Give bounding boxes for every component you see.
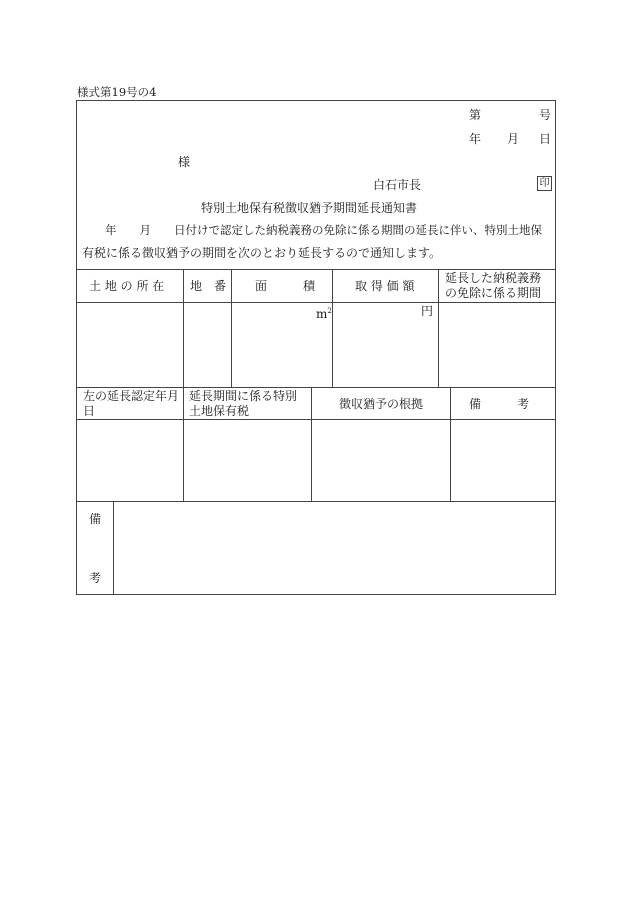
table1-header-rule <box>77 302 555 303</box>
header-tax-line1: 延長期間に係る特別 <box>189 389 298 403</box>
remarks-label-bottom: 考 <box>89 571 102 585</box>
header-approval-date-line2: 日 <box>83 404 96 418</box>
header-acquisition-price: 取 得 価 額 <box>355 279 415 293</box>
table1-top-rule <box>77 269 555 270</box>
header-notes: 備 考 <box>469 397 530 411</box>
table2-divider <box>311 387 312 501</box>
table2-divider <box>450 387 451 501</box>
table2-top-rule <box>77 387 555 388</box>
header-area: 面 積 <box>255 279 316 293</box>
header-land-location: 土 地 の 所 在 <box>89 279 165 293</box>
notice-form <box>76 100 556 595</box>
date-day: 日 <box>539 132 552 146</box>
remarks-top-rule <box>77 501 555 502</box>
date-year: 年 <box>469 132 482 146</box>
header-approval-date-line1: 左の延長認定年月 <box>83 389 180 403</box>
document-title: 特別土地保有税徴収猶予期間延長通知書 <box>201 201 418 215</box>
addressee-suffix: 様 <box>178 155 191 169</box>
table1-divider <box>332 269 333 387</box>
table1-divider <box>183 269 184 387</box>
body-line-1: 年 月 日付けで認定した納税義務の免除に係る期間の延長に伴い、特別土地保 <box>105 223 542 237</box>
body-line-2: 有税に係る徴収猶予の期間を次のとおり延長するので通知します。 <box>82 246 442 260</box>
doc-no-suffix: 号 <box>539 108 552 122</box>
table1-divider <box>438 269 439 387</box>
remarks-label-top: 備 <box>89 512 102 526</box>
doc-no-prefix: 第 <box>469 108 482 122</box>
table2-divider <box>183 387 184 501</box>
header-extended-period-line1: 延長した納税義務 <box>445 271 542 285</box>
remarks-divider <box>113 501 114 595</box>
issuer-name: 白石市長 <box>373 178 422 192</box>
header-tax-line2: 土地保有税 <box>189 404 250 418</box>
table1-divider <box>231 269 232 387</box>
table2-header-rule <box>77 419 555 420</box>
date-month: 月 <box>507 132 520 146</box>
area-unit: $m^2$ <box>316 307 332 321</box>
form-number: 様式第19号の4 <box>77 85 157 99</box>
header-deferral-basis: 徴収猶予の根拠 <box>339 397 424 411</box>
header-extended-period-line2: の免除に係る期間 <box>445 286 542 300</box>
header-lot-number: 地 番 <box>190 279 227 293</box>
seal-stamp: 印 <box>537 176 552 191</box>
price-unit: 円 <box>421 304 434 318</box>
